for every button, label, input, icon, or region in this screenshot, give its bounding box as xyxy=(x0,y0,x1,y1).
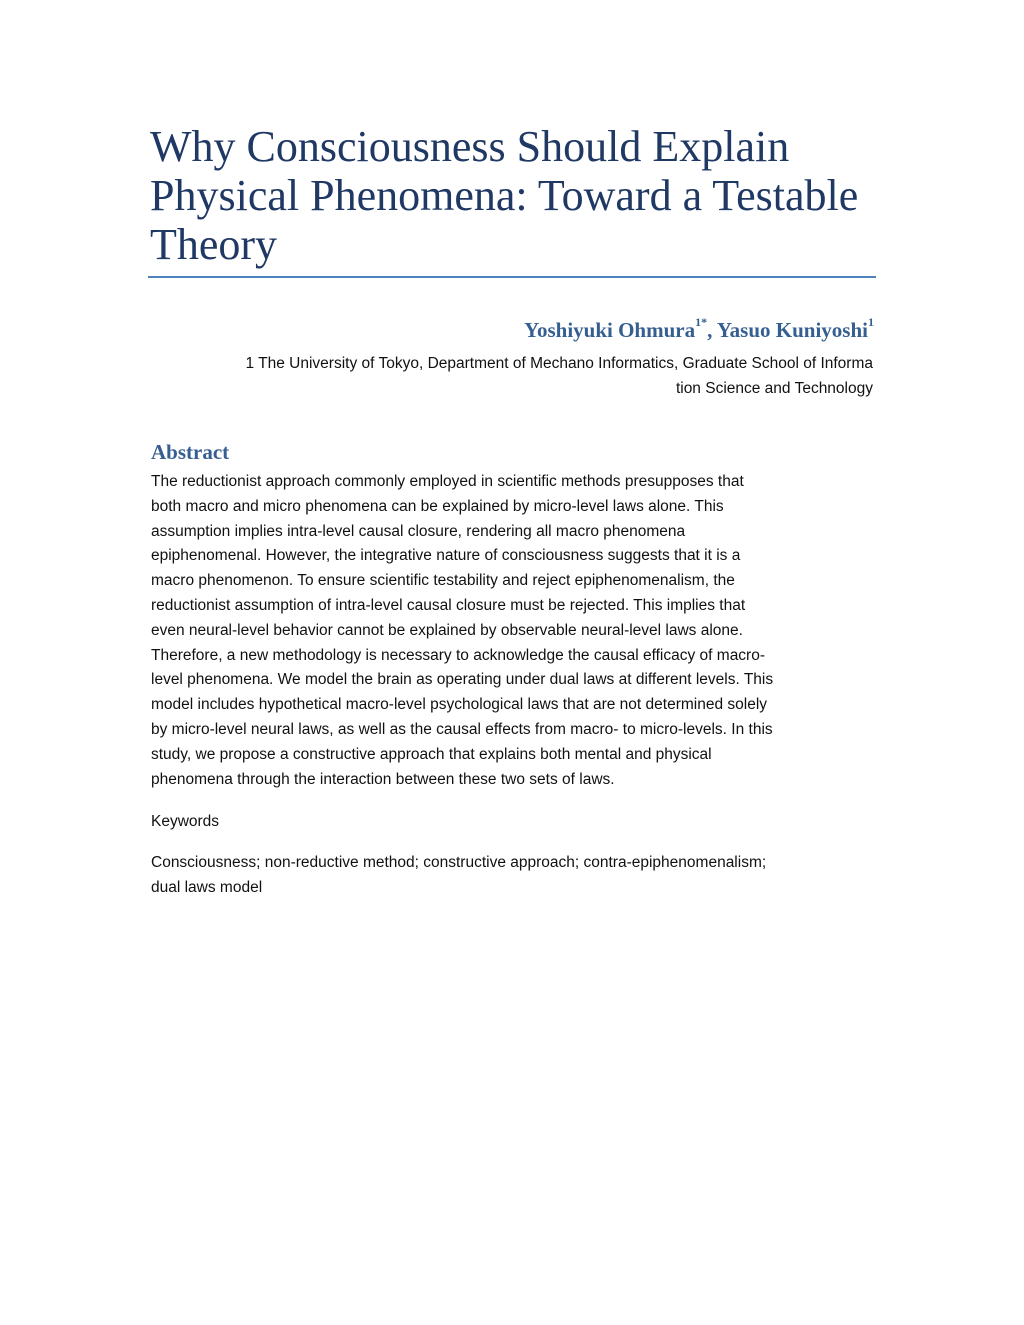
abstract-line: assumption implies intra-level causal closure, rendering all macro phenomena xyxy=(151,522,686,540)
affiliation xyxy=(143,351,873,401)
abstract-line: phenomena through the interaction between these two sets of laws. xyxy=(151,770,615,788)
author-name: Yoshiyuki Ohmura xyxy=(524,318,696,342)
keywords-line: dual laws model xyxy=(151,878,263,896)
paper-title xyxy=(150,122,880,269)
abstract-line: model includes hypothetical macro-level psychological laws that are not determined solely xyxy=(151,696,768,714)
abstract-line: The reductionist approach commonly employed in scientific methods presupposes that xyxy=(151,473,744,490)
title-line: Theory xyxy=(150,220,278,269)
abstract-line: macro phenomenon. To ensure scientific testability and reject epiphenomenalism, the xyxy=(151,572,735,590)
abstract-line: level phenomena. We model the brain as operating under dual laws at different levels. This xyxy=(151,671,774,689)
author-affiliation-marker: 1* xyxy=(695,315,708,329)
abstract-line: epiphenomenal. However, the integrative nature of consciousness suggests that it is a xyxy=(151,547,741,565)
author-separator: , xyxy=(707,318,717,342)
keywords-list xyxy=(151,851,871,901)
affiliation-line: 1 The University of Tokyo, Department of Mechano Informatics, Graduate School of Informa xyxy=(245,355,873,372)
title-line: Why Consciousness Should Explain xyxy=(150,122,790,171)
title-line: Physical Phenomena: Toward a Testable xyxy=(150,171,859,220)
abstract-heading: Abstract xyxy=(151,440,230,464)
author-list xyxy=(524,315,874,343)
affiliation-line: tion Science and Technology xyxy=(675,380,873,397)
abstract-line: reductionist assumption of intra-level causal closure must be rejected. This implies that xyxy=(151,596,746,614)
title-divider xyxy=(148,276,876,278)
abstract-line: even neural-level behavior cannot be explained by observable neural-level laws alone. xyxy=(151,621,743,639)
author-name: Yasuo Kuniyoshi xyxy=(716,318,868,342)
keywords-label: Keywords xyxy=(151,813,220,830)
abstract-line: study, we propose a constructive approach that explains both mental and physical xyxy=(151,745,712,763)
abstract-line: by micro-level neural laws, as well as the causal effects from macro- to micro-levels. In this xyxy=(151,720,773,738)
abstract-line: both macro and micro phenomena can be explained by micro-level laws alone. This xyxy=(151,497,724,515)
author-affiliation-marker: 1 xyxy=(868,315,874,329)
abstract-body xyxy=(151,470,871,792)
abstract-line: Therefore, a new methodology is necessary to acknowledge the causal efficacy of macro- xyxy=(151,646,766,664)
keywords-line: Consciousness; non-reductive method; constructive approach; contra-epiphenomenalism; xyxy=(151,854,767,871)
